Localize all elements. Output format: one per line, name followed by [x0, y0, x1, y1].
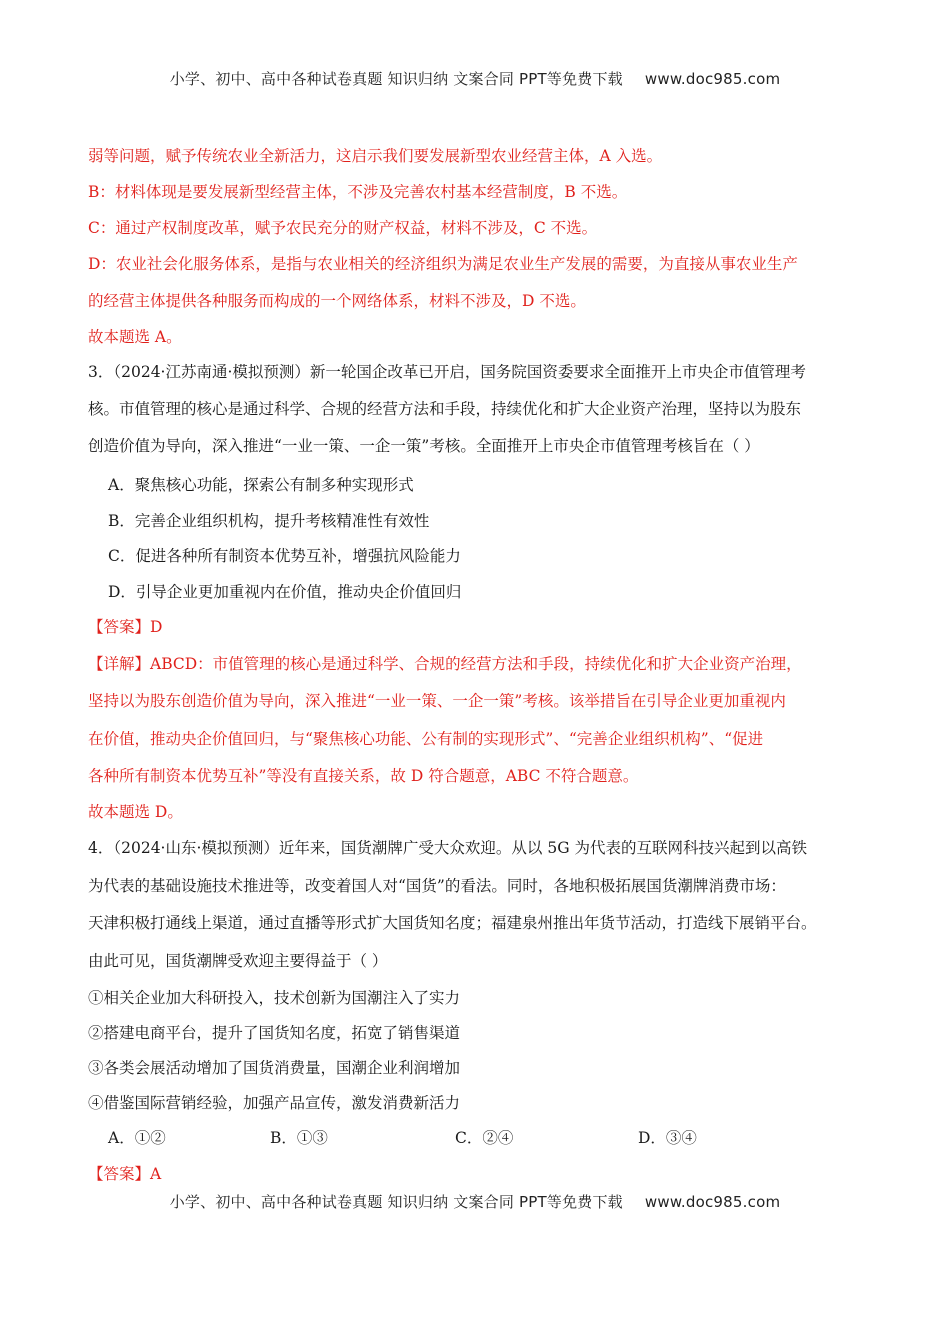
conclusion-line: 故本题选 A。 — [88, 328, 182, 346]
question-stem: 4．（2024·山东·模拟预测）近年来，国货潮牌广受大众欢迎。从以 5G 为代表的互联网科技兴起到以高铁 — [88, 839, 808, 857]
choice-d: D．③④ — [638, 1129, 697, 1147]
header-url[interactable]: www.doc985.com — [644, 70, 781, 88]
option-d: D．引导企业更加重视内在价值，推动央企价值回归 — [108, 583, 462, 601]
explanation-line: 在价值，推动央企价值回归，与“聚焦核心功能、公有制的实现形式”、“完善企业组织机构”、“促进 — [88, 730, 764, 748]
analysis-line: 弱等问题，赋予传统农业全新活力，这启示我们要发展新型农业经营主体，A 入选。 — [88, 147, 663, 165]
question-stem: 3．（2024·江苏南通·模拟预测）新一轮国企改革已开启，国务院国资委要求全面推开上市央企市值管理考 — [88, 363, 806, 381]
analysis-line: C：通过产权制度改革，赋予农民充分的财产权益，材料不涉及，C 不选。 — [88, 219, 598, 237]
page-header — [0, 68, 950, 89]
option-c: C．促进各种所有制资本优势互补，增强抗风险能力 — [108, 547, 461, 565]
footer-url[interactable]: www.doc985.com — [644, 1193, 781, 1211]
choice-a: A．①② — [108, 1129, 166, 1147]
statement-2: ②搭建电商平台，提升了国货知名度，拓宽了销售渠道 — [88, 1024, 461, 1042]
statement-3: ③各类会展活动增加了国货消费量，国潮企业利润增加 — [88, 1059, 461, 1077]
question-stem: 天津积极打通线上渠道，通过直播等形式扩大国货知名度；福建泉州推出年货节活动，打造线下展销平台。 — [88, 914, 817, 932]
statement-1: ①相关企业加大科研投入，技术创新为国潮注入了实力 — [88, 989, 461, 1007]
explanation-line: 各种所有制资本优势互补”等没有直接关系，故 D 符合题意，ABC 不符合题意。 — [88, 767, 639, 785]
analysis-line: B：材料体现是要发展新型经营主体，不涉及完善农村基本经营制度，B 不选。 — [88, 183, 628, 201]
option-b: B．完善企业组织机构，提升考核精准性有效性 — [108, 512, 430, 530]
conclusion-line: 故本题选 D。 — [88, 803, 183, 821]
explanation-line: 坚持以为股东创造价值为导向，深入推进“一业一策、一企一策”考核。该举措旨在引导企业更加重视内 — [88, 692, 786, 710]
analysis-line: 的经营主体提供各种服务而构成的一个网络体系，材料不涉及，D 不选。 — [88, 292, 586, 310]
answer-label: 【答案】D — [88, 618, 163, 636]
header-text: 小学、初中、高中各种试卷真题 知识归纳 文案合同 PPT等免费下载 — [169, 70, 623, 88]
question-stem: 核。市值管理的核心是通过科学、合规的经营方法和手段，持续优化和扩大企业资产治理，坚持以为股东 — [88, 400, 802, 418]
footer-text: 小学、初中、高中各种试卷真题 知识归纳 文案合同 PPT等免费下载 — [169, 1193, 623, 1211]
page-footer — [0, 1191, 950, 1212]
option-a: A．聚焦核心功能，探索公有制多种实现形式 — [108, 476, 414, 494]
statement-4: ④借鉴国际营销经验，加强产品宣传，激发消费新活力 — [88, 1094, 461, 1112]
choice-c: C．②④ — [455, 1129, 514, 1147]
explanation-line: 【详解】ABCD：市值管理的核心是通过科学、合规的经营方法和手段，持续优化和扩大企业资产治理， — [88, 655, 802, 673]
choice-b: B．①③ — [270, 1129, 328, 1147]
answer-label: 【答案】A — [88, 1165, 162, 1183]
question-stem: 由此可见，国货潮牌受欢迎主要得益于（ ） — [88, 952, 388, 970]
question-stem: 为代表的基础设施技术推进等，改变着国人对“国货”的看法。同时，各地积极拓展国货潮牌消费市场： — [88, 877, 786, 895]
question-stem: 创造价值为导向，深入推进“一业一策、一企一策”考核。全面推开上市央企市值管理考核旨在（ ） — [88, 437, 760, 455]
analysis-line: D：农业社会化服务体系，是指与农业相关的经济组织为满足农业生产发展的需要，为直接从事农业生产 — [88, 255, 798, 273]
